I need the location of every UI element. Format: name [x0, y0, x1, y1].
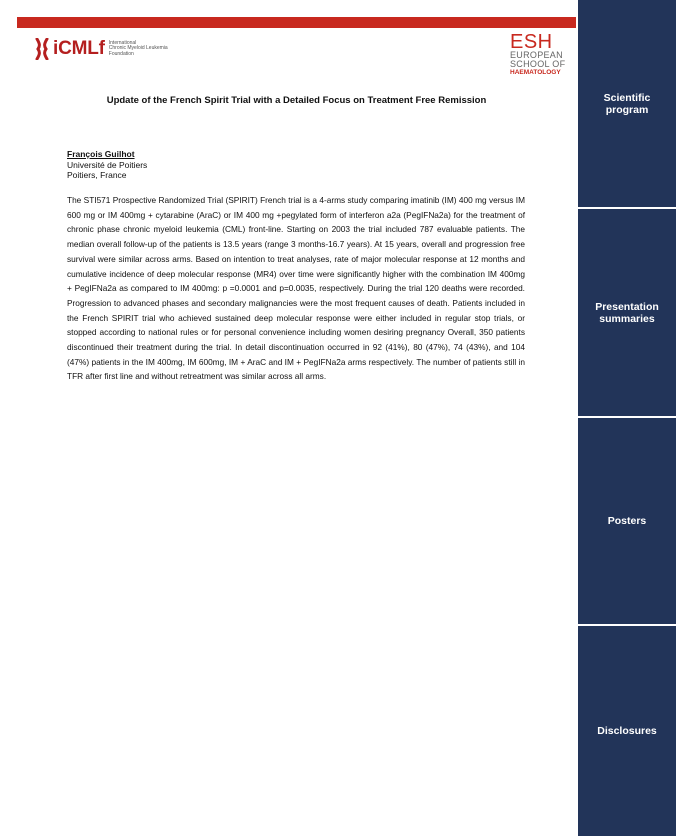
icmlf-wordmark: iCMLf — [53, 38, 105, 59]
page-title: Update of the French Spirit Trial with a Detailed Focus on Treatment Free Remission — [106, 95, 487, 106]
sidebar-item-label: Scientific program — [603, 91, 651, 116]
sidebar-item-label: Disclosures — [597, 725, 657, 737]
sidebar-item-scientific-program[interactable] — [578, 0, 676, 207]
sidebar-item-presentation-summaries[interactable] — [578, 209, 676, 416]
author-name: François Guilhot — [67, 149, 135, 159]
abstract-text: The STI571 Prospective Randomized Trial (SPIRIT) French trial is a 4-arms study comparing imatinib (IM) 400 mg versus IM 600 mg or IM 400mg + cytarabine (AraC) or IM 400 mg +pegylated form of interferon a2a (PegIFNa2a) for the treatment of chronic phase chronic myeloid leukemia (CML) front-line. Starting on 2003 the trial included 787 evaluable patients. The median overall follow-up of the patients is 13.5 years (range 3 months-16.7 years). At 15 years, overall and progression free survival were similar across arms. Based on intention to treat analyses, rate of major molecular response at 12 months and cumulative incidence of deep molecular response (MR4) over time were significantly higher with the combination IM 400mg + PegIFNa2a as compared to IM 400mg: p =0.0001 and p=0.0035, respectively. During the trial 120 deaths were recorded. Progression to advanced phases and secondary malignancies were the most frequent causes of death. Patients included in the French SPIRIT trial who achieved sustained deep molecular response were either included in regular stop trials, or stopped according to national rules or for personal convenience including women desiring pregnancy Overall, 350 patients discontinued their treatment during the trial. In detail discontinuation occurred in 92 (41%), 80 (47%), 74 (43%), and 104 (47%) patients in the IM 400mg, IM 600mg, IM + AraC and IM + PegIFNa2a arms respectively. The number of patients still in TFR after first line and without retreatment was similar across all arms. — [67, 195, 525, 382]
sidebar-nav — [578, 0, 676, 836]
sidebar-item-label: Posters — [607, 515, 647, 527]
header-accent-bar — [17, 17, 576, 28]
author-block — [67, 149, 147, 181]
sidebar-item-label: Presentation summaries — [595, 300, 659, 325]
esh-wordmark: ESH — [510, 31, 553, 53]
sidebar-item-posters[interactable] — [578, 418, 676, 624]
author-affiliation: Université de Poitiers — [67, 159, 148, 170]
esh-line-3: HAEMATOLOGY — [510, 69, 561, 76]
author-location: Poitiers, France — [67, 170, 127, 180]
sidebar-item-disclosures[interactable] — [578, 626, 676, 836]
icmlf-logo — [35, 37, 168, 61]
icmlf-subtitle: International Chronic Myeloid Leukemia Foundation — [108, 39, 168, 57]
chromosome-icon — [35, 38, 49, 60]
esh-logo — [510, 33, 570, 77]
esh-line-1: EUROPEAN — [510, 50, 563, 60]
esh-line-2: SCHOOL OF — [510, 59, 566, 69]
